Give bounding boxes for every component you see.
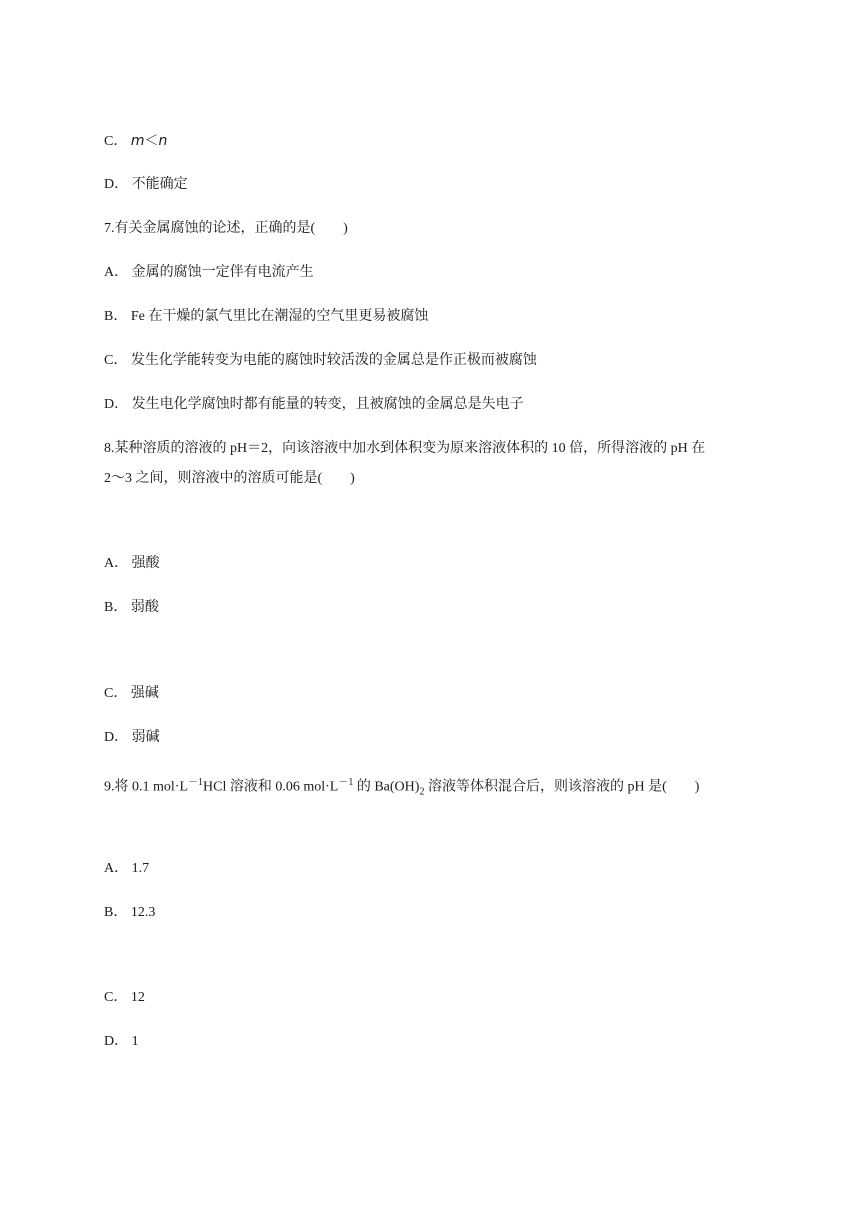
q9-stem — [104, 773, 699, 802]
q9-option-b: B． 12.3 — [104, 905, 156, 920]
q8-option-d: D． 弱碱 — [104, 730, 160, 745]
q7-stem: 7.有关金属腐蚀的论述，正确的是( ) — [104, 221, 348, 236]
q7-option-a: A． 金属的腐蚀一定伴有电流产生 — [104, 265, 314, 280]
q9-option-c: C． 12 — [104, 990, 145, 1005]
q8-stem-line2: 2～3 之间，则溶液中的溶质可能是( ) — [104, 471, 355, 486]
q8-stem-line1: 8.某种溶质的溶液的 pH＝2，向该溶液中加水到体积变为原来溶液体积的 10 倍，所得溶液的 pH 在 — [104, 441, 706, 456]
q9-stem-sub1: 2 — [419, 786, 425, 798]
q8-option-c: C． 强碱 — [104, 686, 159, 701]
q7-option-d: D． 发生电化学腐蚀时都有能量的转变，且被腐蚀的金属总是失电子 — [104, 397, 524, 412]
q9-stem-sup2: －1 — [338, 777, 354, 788]
q6-option-d: D． 不能确定 — [104, 177, 188, 192]
q9-stem-sup1: －1 — [188, 777, 203, 788]
q9-stem-part-a: 9.将 0.1 mol·L — [104, 779, 188, 795]
q9-option-d: D． 1 — [104, 1034, 139, 1049]
q9-stem-part-d: 溶液等体积混合后，则该溶液的 pH 是( ) — [424, 779, 700, 795]
q8-option-b: B． 弱酸 — [104, 600, 159, 615]
q9-stem-part-b: HCl 溶液和 0.06 mol·L — [203, 779, 339, 795]
q6-option-c-m: m — [130, 133, 145, 149]
q6-option-c-lt: ＜ — [144, 134, 159, 149]
q8-option-a: A． 强酸 — [104, 556, 160, 571]
q9-option-a: A． 1.7 — [104, 861, 150, 876]
q7-option-b: B． Fe 在干燥的氯气里比在潮湿的空气里更易被腐蚀 — [104, 309, 429, 324]
q9-stem-part-c: 的 Ba(OH) — [353, 779, 420, 795]
q7-option-c: C． 发生化学能转变为电能的腐蚀时较活泼的金属总是作正极而被腐蚀 — [104, 353, 537, 368]
q6-option-c-label: C． — [104, 134, 128, 149]
q6-option-c-n: n — [158, 133, 168, 149]
q6-option-c — [104, 131, 167, 152]
